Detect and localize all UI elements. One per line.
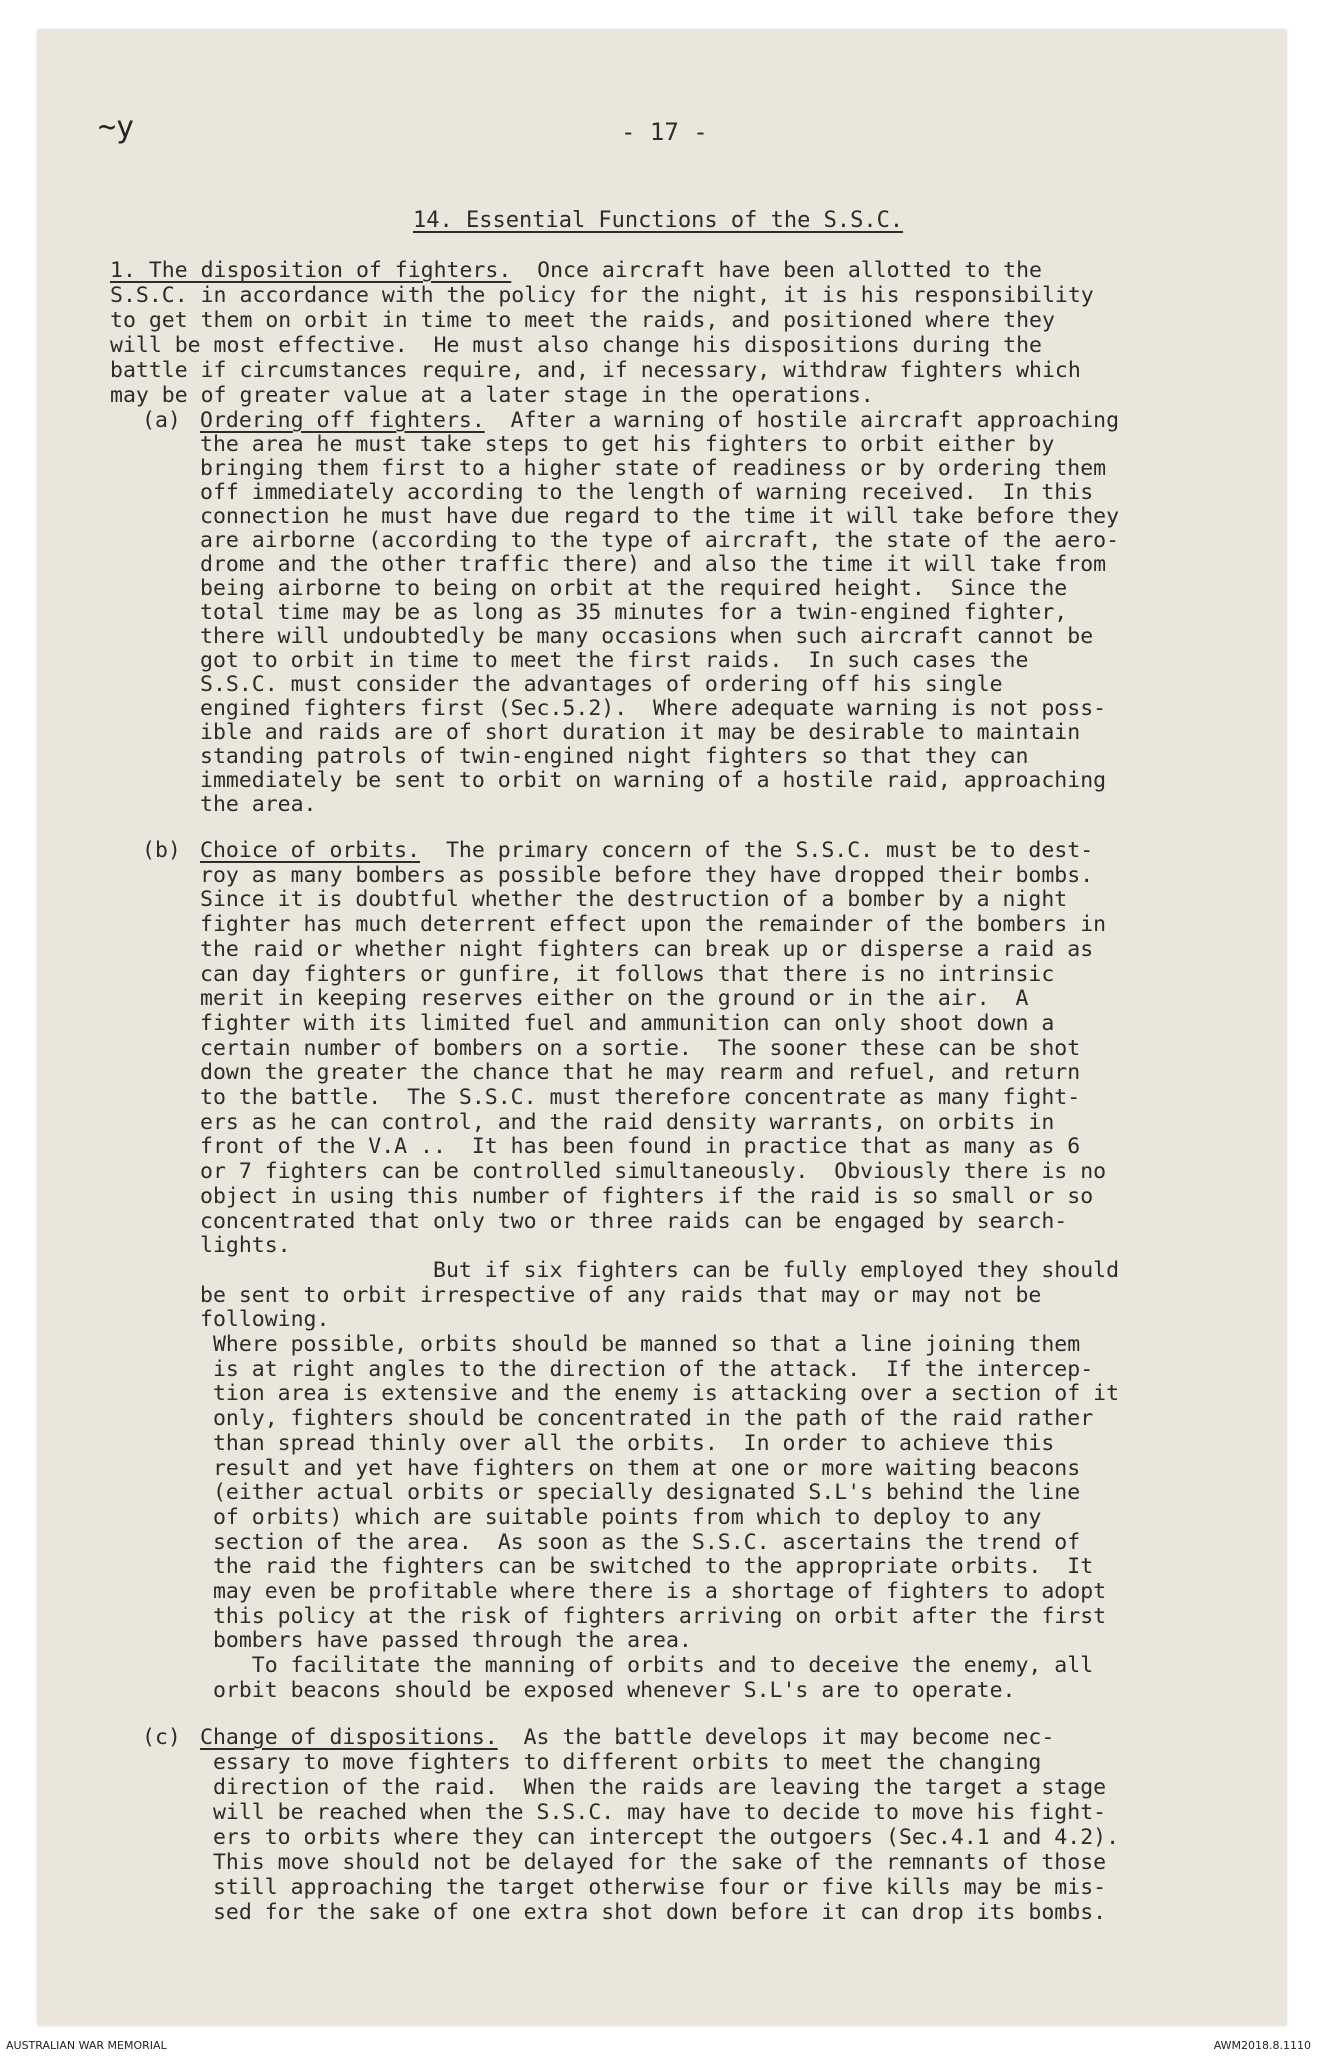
page-number: - 17 - xyxy=(621,118,708,146)
section-b-line: down the greater the chance that he may rearm and refuel, and return xyxy=(200,1060,1081,1086)
section-b-line: may even be profitable where there is a shortage of fighters to adopt xyxy=(200,1579,1107,1604)
section-a-line: the area. xyxy=(200,792,317,817)
footer-reference: AWM2018.8.1110 xyxy=(1213,2039,1311,2052)
section-b-line: To facilitate the manning of orbits and to deceive the enemy, all xyxy=(200,1653,1094,1679)
section-b-line: of orbits) which are suitable points from which to deploy to any xyxy=(200,1504,1042,1530)
section-b-line: bombers have passed through the area. xyxy=(200,1628,692,1654)
section-c-line: direction of the raid. When the raids are leaving the target a stage xyxy=(200,1775,1107,1800)
section-c-title: Change of dispositions. xyxy=(200,1725,498,1750)
section-a-line: being airborne to being on orbit at the required height. Since the xyxy=(200,576,1068,601)
section-c-label: (c) xyxy=(142,1725,181,1750)
section-b-line: section of the area. As soon as the S.S.C. ascertains the trend of xyxy=(200,1529,1081,1555)
section-a-line: connection he must have due regard to the time it will take before they xyxy=(200,504,1120,529)
section-b-line: than spread thinly over all the orbits. In order to achieve this xyxy=(200,1430,1055,1456)
section-c-line: still approaching the target otherwise four or five kills may be mis- xyxy=(200,1875,1107,1900)
section-b-line: orbit beacons should be exposed whenever S.L's are to operate. xyxy=(200,1677,1016,1703)
section-a-line: the area he must take steps to get his fighters to orbit either by xyxy=(200,432,1055,457)
intro-line: S.S.C. in accordance with the policy for the night, it is his responsibility xyxy=(110,283,1094,308)
section-b-label: (b) xyxy=(142,838,181,863)
section-a-line: got to orbit in time to meet the first raids. In such cases the xyxy=(200,648,1029,673)
section-c-line: This move should not be delayed for the sake of the remnants of those xyxy=(200,1850,1107,1875)
section-a-title: Ordering off fighters. xyxy=(200,408,485,433)
section-b-line: or 7 fighters can be controlled simultaneously. Obviously there is no xyxy=(200,1159,1107,1185)
section-b-line: to the battle. The S.S.C. must therefore concentrate as many fight- xyxy=(200,1085,1081,1110)
section-b-line: this policy at the risk of fighters arriving on orbit after the first xyxy=(200,1603,1107,1629)
section-a-first: After a warning of hostile aircraft approaching xyxy=(510,408,1120,433)
intro-line: to get them on orbit in time to meet the raids, and positioned where they xyxy=(110,308,1055,333)
section-b-line: concentrated that only two or three raids can be engaged by search- xyxy=(200,1208,1068,1234)
intro-line: battle if circumstances require, and, if necessary, withdraw fighters which xyxy=(110,358,1081,383)
intro-line: Once aircraft have been allotted to the xyxy=(537,258,1042,283)
section-a-label: (a) xyxy=(142,408,181,433)
section-a-line: there will undoubtedly be many occasions when such aircraft cannot be xyxy=(200,624,1094,649)
handwritten-mark: ~y xyxy=(98,110,135,145)
section-b-line: merit in keeping reserves either on the ground or in the air. A xyxy=(200,986,1029,1012)
section-c-line: sed for the sake of one extra shot down before it can drop its bombs. xyxy=(200,1900,1107,1925)
section-a-line: engined fighters first (Sec.5.2). Where adequate warning is not poss- xyxy=(200,696,1107,721)
section-b-line: Since it is doubtful whether the destruction of a bomber by a night xyxy=(200,887,1068,913)
section-a-line: immediately be sent to orbit on warning of a hostile raid, approaching xyxy=(200,768,1107,793)
section-b-line: roy as many bombers as possible before they have dropped their bombs. xyxy=(200,862,1094,888)
section-b-line: object in using this number of fighters if the raid is so small or so xyxy=(200,1183,1094,1209)
section-b-line: Where possible, orbits should be manned so that a line joining them xyxy=(200,1332,1081,1357)
section-a-line: drome and the other traffic there) and also the time it will take from xyxy=(200,552,1107,577)
section-a-line: are airborne (according to the type of aircraft, the state of the aero- xyxy=(200,528,1120,553)
section-a-line: total time may be as long as 35 minutes for a twin-engined fighter, xyxy=(200,600,1068,625)
section-b-line: fighter has much deterrent effect upon the remainder of the bombers in xyxy=(200,912,1107,938)
section-b-title: Choice of orbits. xyxy=(200,838,421,863)
section-b-line: can day fighters or gunfire, it follows that there is no intrinsic xyxy=(200,961,1055,987)
section-b-line: the raid the fighters can be switched to the appropriate orbits. It xyxy=(200,1554,1094,1580)
section-c-line: ers to orbits where they can intercept the outgoers (Sec.4.1 and 4.2). xyxy=(200,1825,1120,1850)
section-a-line: S.S.C. must consider the advantages of ordering off his single xyxy=(200,672,1003,697)
section-c-line: essary to move fighters to different orbits to meet the changing xyxy=(200,1750,1042,1775)
section-c-first: As the battle develops it may become nec- xyxy=(523,1725,1055,1750)
section-a-line: off immediately according to the length of warning received. In this xyxy=(200,480,1094,505)
section-b-first: The primary concern of the S.S.C. must be to dest- xyxy=(445,838,1094,863)
section-b-line: only, fighters should be concentrated in the path of the raid rather xyxy=(200,1406,1094,1432)
section-b-line: is at right angles to the direction of the attack. If the intercep- xyxy=(200,1356,1094,1382)
section-b-line: be sent to orbit irrespective of any raids that may or may not be xyxy=(200,1282,1042,1308)
section-b-line: lights. xyxy=(200,1233,291,1259)
intro-line: may be of greater value at a later stage in the operations. xyxy=(110,383,874,408)
intro-line: will be most effective. He must also change his dispositions during the xyxy=(110,333,1042,358)
intro-first-line xyxy=(110,258,1042,283)
section-b-line: (either actual orbits or specially designated S.L's behind the line xyxy=(200,1480,1081,1506)
section-b-line: But if six fighters can be fully employed they should xyxy=(200,1257,1120,1283)
section-b-line: result and yet have fighters on them at one or more waiting beacons xyxy=(200,1455,1081,1481)
section-a-line: bringing them first to a higher state of readiness or by ordering them xyxy=(200,456,1107,481)
document-page xyxy=(38,30,1286,2025)
footer-archive-name: AUSTRALIAN WAR MEMORIAL xyxy=(6,2039,167,2052)
section-a-first-line xyxy=(200,408,1119,433)
section-b-line: ers as he can control, and the raid density warrants, on orbits in xyxy=(200,1109,1055,1135)
section-b-line: following. xyxy=(200,1307,330,1333)
section-a-line: standing patrols of twin-engined night fighters so that they can xyxy=(200,744,1029,769)
section-heading: 14. Essential Functions of the S.S.C. xyxy=(413,208,904,233)
section-b-line: tion area is extensive and the enemy is attacking over a section of it xyxy=(200,1381,1120,1407)
section-a-line: ible and raids are of short duration it may be desirable to maintain xyxy=(200,720,1081,745)
section-c-first-line xyxy=(200,1725,1054,1750)
intro-title: 1. The disposition of fighters. xyxy=(110,258,512,283)
section-c-line: will be reached when the S.S.C. may have to decide to move his fight- xyxy=(200,1800,1107,1825)
section-b-line: certain number of bombers on a sortie. The sooner these can be shot xyxy=(200,1035,1081,1061)
section-b-first-line xyxy=(200,838,1093,863)
section-b-line: fighter with its limited fuel and ammunition can only shoot down a xyxy=(200,1010,1055,1036)
section-b-line: front of the V.A .. It has been found in practice that as many as 6 xyxy=(200,1134,1081,1160)
section-b-line: the raid or whether night fighters can break up or disperse a raid as xyxy=(200,936,1094,962)
